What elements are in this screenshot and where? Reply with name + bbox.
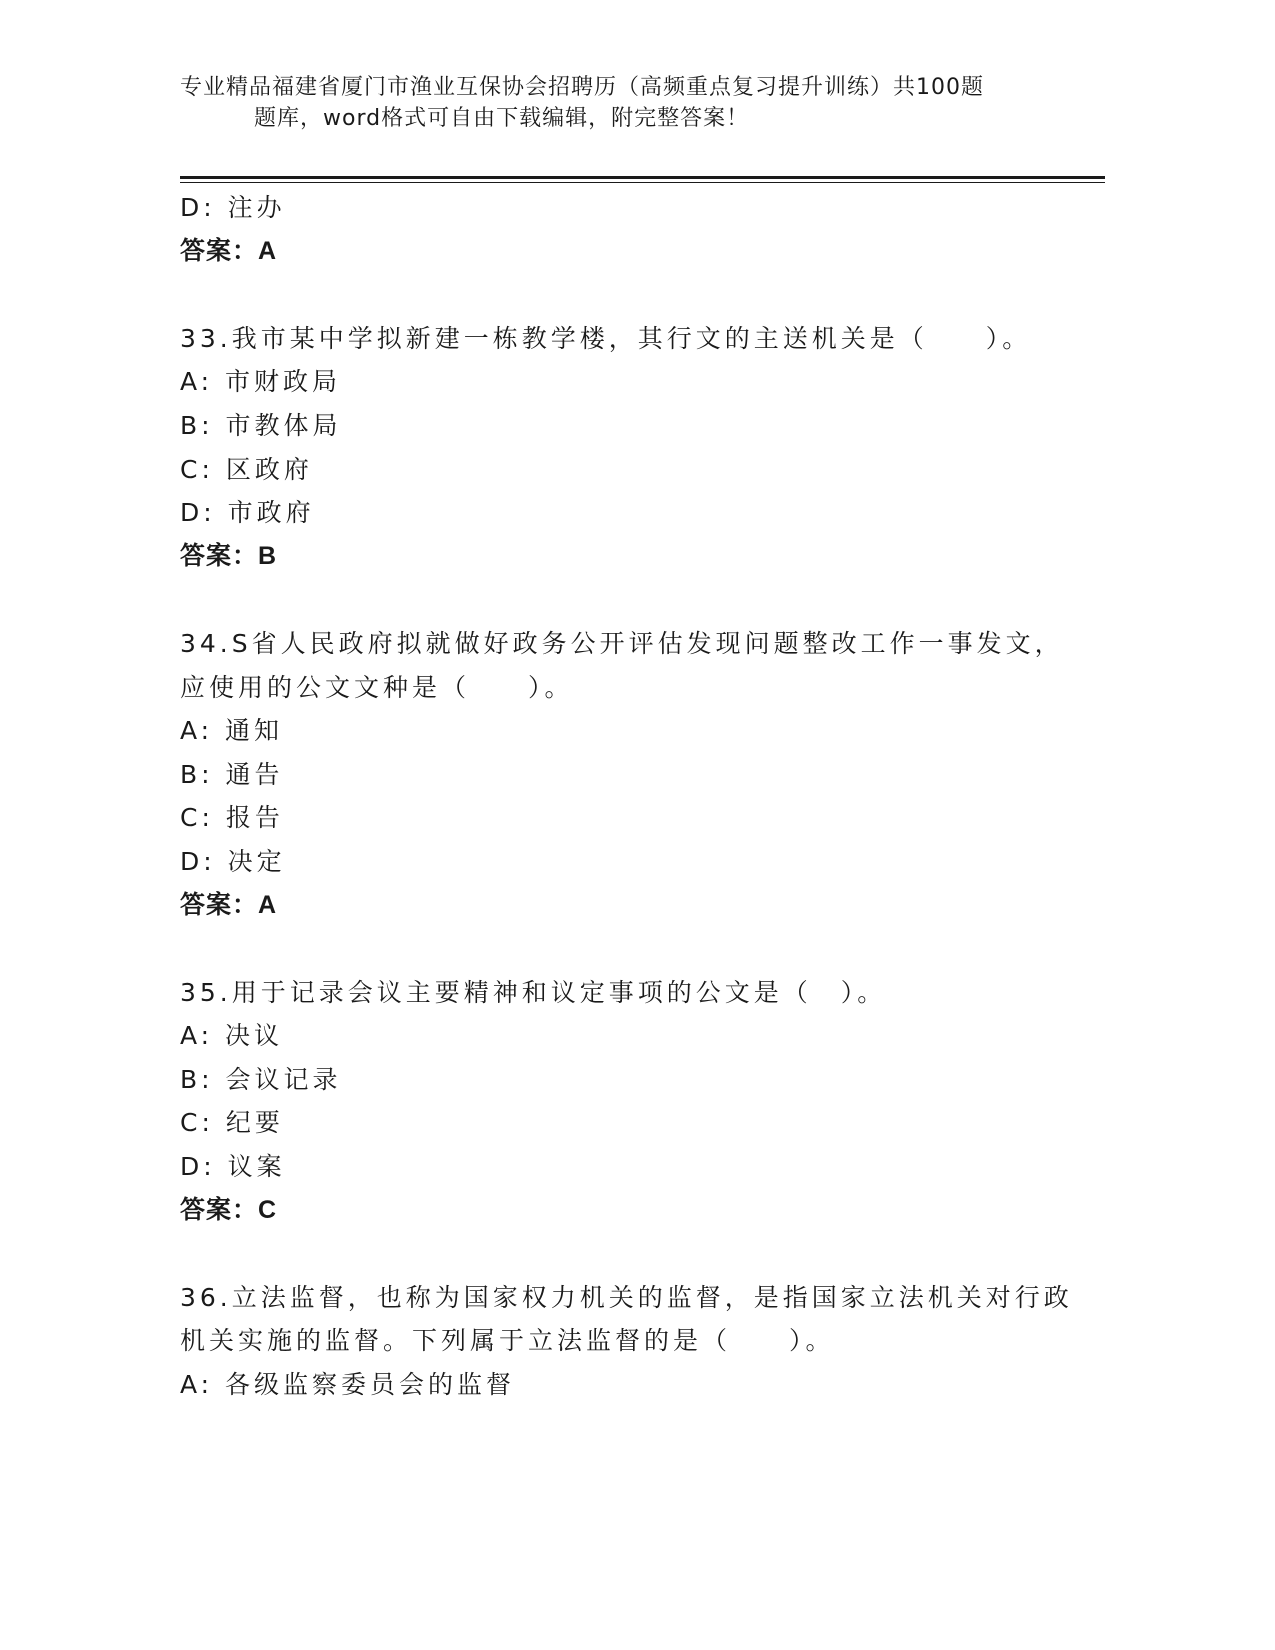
option-a [180,360,1060,404]
spacer [180,1232,1060,1276]
question-block [180,971,1060,1233]
option-d [180,186,1060,230]
question-block [180,622,1064,927]
option-text: 各级监察委员会的监督 [225,1370,516,1400]
option-c [180,1101,1060,1145]
answer-line: 答案：A [180,890,278,919]
option-letter: D: [180,846,216,876]
option-a [180,1363,1060,1407]
spacer [180,578,1060,622]
option-letter: C: [180,803,214,833]
option-letter: D: [180,1152,216,1182]
answer-line: 答案：C [180,1195,278,1224]
option-letter: A: [180,1021,214,1051]
question-content [180,186,1073,1407]
option-letter: B: [180,410,214,440]
question-stem-continued: 应使用的公文文种是（ ）。 [180,672,574,702]
option-text: 通知 [225,716,284,746]
option-letter: A: [180,1370,214,1400]
option-b [180,404,1060,448]
option-text: 会议记录 [225,1064,342,1094]
option-text: 市教体局 [225,410,342,440]
option-text: 纪要 [225,1108,284,1138]
option-text: 通告 [225,759,284,789]
option-text: 注办 [227,193,286,222]
question-block [180,1276,1073,1407]
header-title-line-1: 专业精品福建省厦门市渔业互保协会招聘历（高频重点复习提升训练）共100题 [180,75,984,100]
header-rule-thin [180,182,1105,183]
spacer [180,273,1060,317]
option-d [180,1145,1060,1189]
document-header [180,72,1060,134]
answer-line: 答案：A [180,236,278,265]
question-stem-continued: 机关实施的监督。下列属于立法监督的是（ ）。 [180,1326,835,1356]
header-title-line-2: 题库，word格式可自由下载编辑，附完整答案！ [254,106,750,131]
question-stem: 36.立法监督，也称为国家权力机关的监督，是指国家立法机关对行政 [180,1282,1073,1312]
option-letter: A: [180,367,214,397]
option-d [180,840,1060,884]
option-letter: D: [180,498,216,528]
option-text: 报告 [225,803,284,833]
option-d [180,491,1060,535]
question-stem: 34.S省人民政府拟就做好政务公开评估发现问题整改工作一事发文， [180,628,1064,658]
option-a [180,709,1060,753]
option-c [180,796,1060,840]
option-text: 区政府 [225,454,313,484]
question-block [180,317,1060,579]
option-c [180,448,1060,492]
option-text: 市政府 [227,498,315,528]
option-letter: A: [180,716,214,746]
option-letter: B: [180,759,214,789]
option-text: 决定 [227,846,286,876]
question-stem: 35.用于记录会议主要精神和议定事项的公文是（ ）。 [180,977,887,1007]
question-stem: 33.我市某中学拟新建一栋教学楼，其行文的主送机关是（ ）。 [180,323,1032,353]
spacer [180,927,1060,971]
option-letter: C: [180,454,214,484]
option-text: 决议 [225,1021,284,1051]
option-letter: D: [180,193,216,222]
header-rule-thick [180,176,1105,179]
option-text: 市财政局 [225,367,342,397]
option-a [180,1014,1060,1058]
option-letter: B: [180,1064,214,1094]
option-b [180,1058,1060,1102]
option-letter: C: [180,1108,214,1138]
option-text: 议案 [227,1152,286,1182]
option-b [180,753,1060,797]
answer-line: 答案：B [180,541,278,570]
